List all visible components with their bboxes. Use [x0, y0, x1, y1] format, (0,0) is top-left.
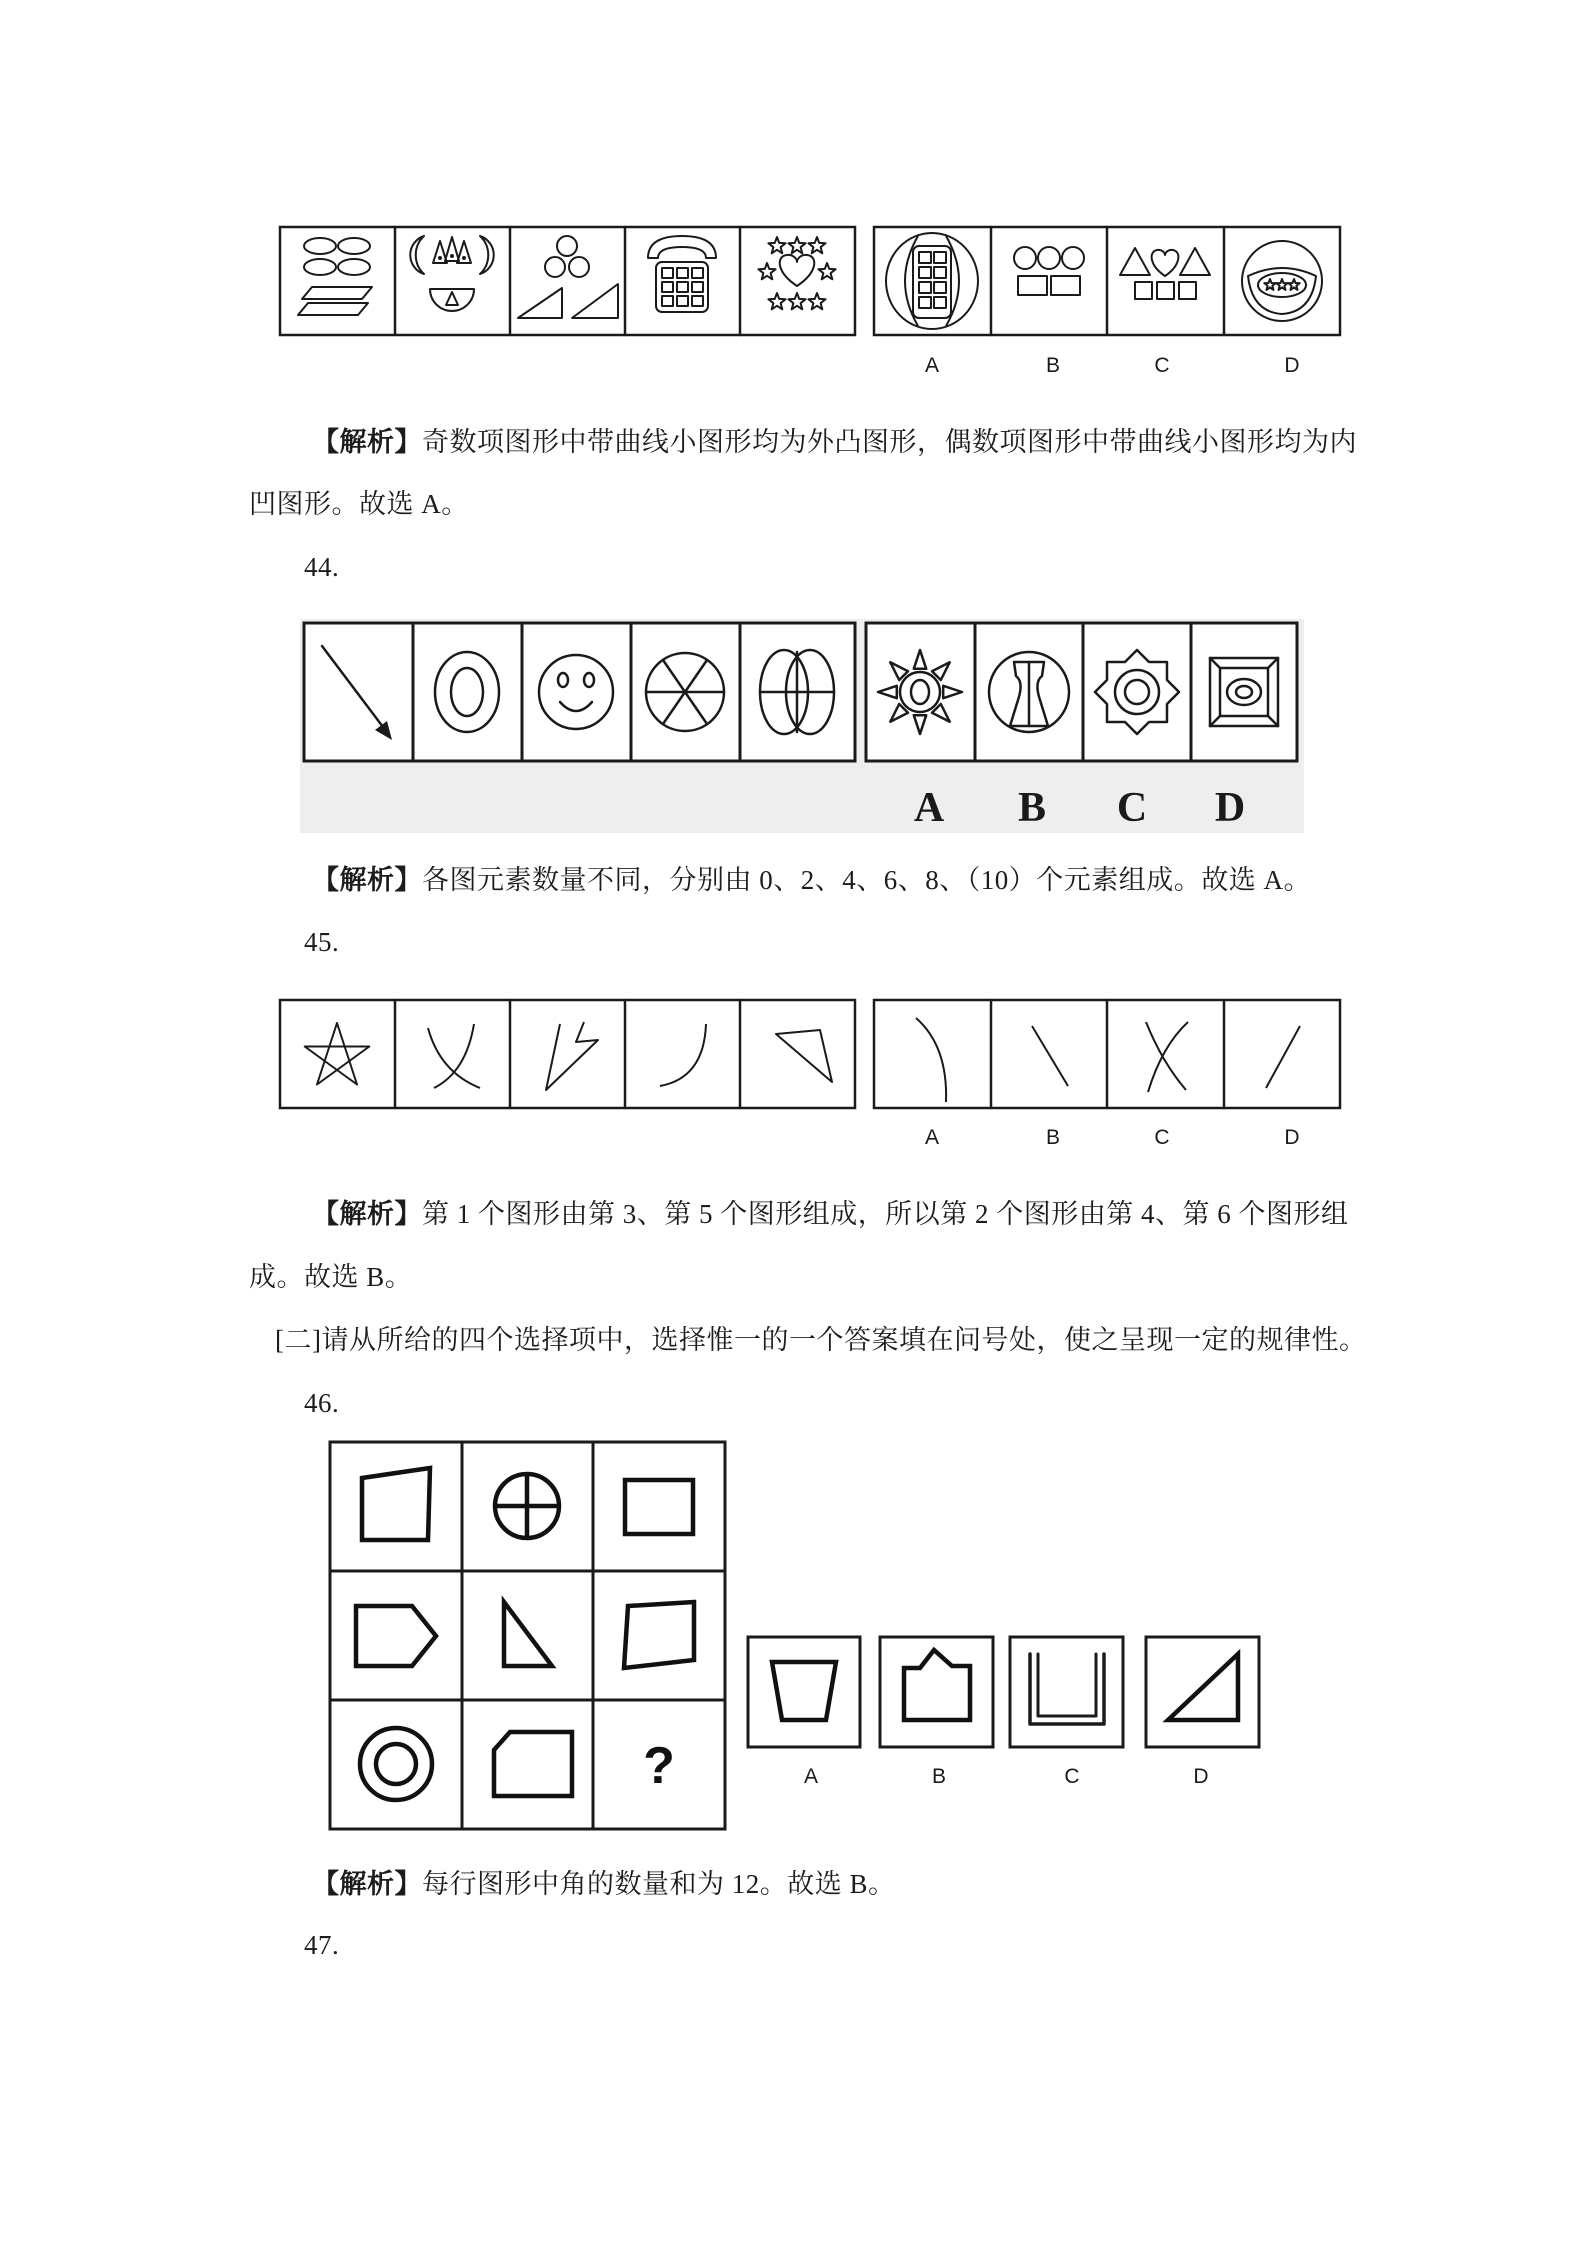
q46-analysis-line-1 [312, 1868, 896, 1900]
figure-stroke [450, 254, 454, 258]
q46-option-a-label: A [803, 1765, 819, 1788]
figure-stroke [1146, 1637, 1259, 1747]
q45-figure [280, 1000, 1340, 1149]
q45-sequence-panel [280, 1000, 855, 1108]
q47-number: 47. [304, 1930, 340, 1960]
analysis-text: 各图元素数量不同，分别由 0、2、4、6、8、（10）个元素组成。故选 A。 [422, 865, 1311, 895]
q46-missing-mark: ? [643, 1737, 675, 1795]
q45-option-a-label: A [924, 1126, 940, 1149]
q44-number: 44. [304, 552, 340, 582]
q46-option-b-figure [880, 1637, 993, 1747]
q46-figure [330, 1442, 1259, 1829]
q43-option-a-label: A [924, 354, 940, 377]
q45-option-d-label: D [1284, 1126, 1300, 1149]
q43-option-c-label: C [1154, 354, 1170, 377]
q46-number: 46. [304, 1388, 340, 1418]
q44-option-a-label: A [913, 785, 945, 831]
q44-option-d-label: D [1214, 785, 1246, 831]
q44-options-panel [866, 623, 1297, 761]
analysis-text: 奇数项图形中带曲线小图形均为外凸图形，偶数项图形中带曲线小图形均为内 [422, 427, 1357, 457]
q46-option-b-label: B [931, 1765, 947, 1788]
q45-analysis-line-1 [312, 1198, 1349, 1230]
q46-option-c-figure [1010, 1637, 1123, 1747]
analysis-label: 【解析】 [312, 427, 422, 457]
analysis-text: 每行图形中角的数量和为 12。故选 B。 [422, 1869, 896, 1899]
q46-option-d-label: D [1193, 1765, 1209, 1788]
q43-analysis-line-2 [249, 488, 469, 520]
q44-analysis-line-1 [312, 864, 1311, 896]
analysis-text: 第 1 个图形由第 3、第 5 个图形组成，所以第 2 个图形由第 4、第 6 个图形组 [422, 1199, 1349, 1229]
q43-option-d-label: D [1284, 354, 1300, 377]
q43-analysis-line-1 [312, 426, 1357, 458]
q46-option-c-label: C [1064, 1765, 1080, 1788]
analysis-label: 【解析】 [312, 1869, 422, 1899]
q45-option-b-label: B [1045, 1126, 1061, 1149]
analysis-label: 【解析】 [312, 1199, 422, 1229]
q45-options-panel [874, 1000, 1340, 1108]
panel-frame [280, 1000, 855, 1108]
q45-number: 45. [304, 927, 340, 957]
q45-analysis-line-2 [249, 1261, 412, 1293]
q46-option-a-figure [748, 1637, 860, 1747]
q44-option-c-label: C [1116, 785, 1148, 831]
figure-stroke [438, 256, 442, 260]
q43-option-b-label: B [1045, 354, 1061, 377]
q44-option-b-label: B [1017, 785, 1047, 831]
figure-stroke [1010, 1637, 1123, 1747]
q46-cell-2-circle-cross [495, 1474, 559, 1538]
figure-stroke [462, 256, 466, 260]
analysis-text: 凹图形。故选 A。 [249, 489, 469, 519]
q44-figure [300, 619, 1304, 833]
q46-option-d-figure [1146, 1637, 1259, 1747]
q43-figure [280, 227, 1340, 377]
analysis-label: 【解析】 [312, 865, 422, 895]
figure-stroke [748, 1637, 860, 1747]
analysis-text: 成。故选 B。 [249, 1262, 413, 1292]
q45-option-c-label: C [1154, 1126, 1170, 1149]
section-2-instruction: [二]请从所给的四个选择项中，选择惟一的一个答案填在问号处，使之呈现一定的规律性。 [275, 1325, 1367, 1355]
